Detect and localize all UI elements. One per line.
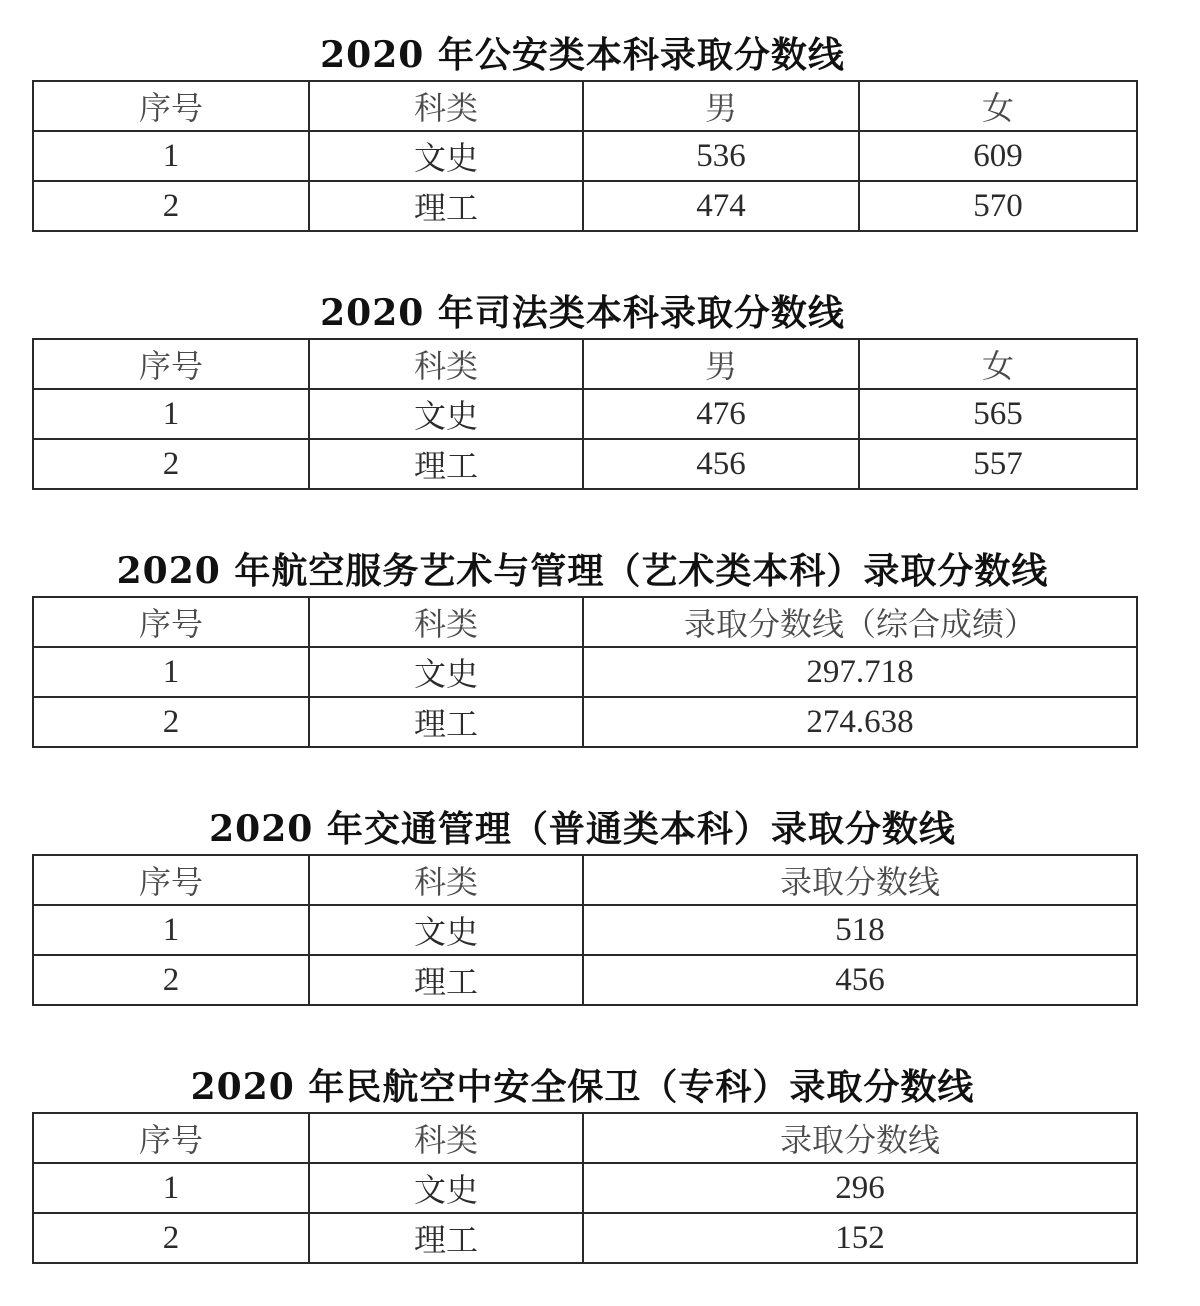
table-header-row — [33, 81, 1137, 131]
table-row — [33, 1163, 1137, 1213]
table-cell: 536 — [583, 131, 859, 181]
table-cell: 2 — [33, 439, 309, 489]
table-title: 2020 年民航空中安全保卫（专科）录取分数线 — [190, 1066, 975, 1108]
table-header-row — [33, 855, 1137, 905]
table-title: 2020 年司法类本科录取分数线 — [320, 292, 845, 334]
table-row — [33, 131, 1137, 181]
header-cell: 序号 — [33, 339, 309, 389]
header-cell: 女 — [859, 339, 1137, 389]
header-cell: 男 — [583, 81, 859, 131]
table-title: 2020 年交通管理（普通类本科）录取分数线 — [209, 808, 956, 850]
header-cell: 科类 — [309, 339, 583, 389]
table-cell: 文史 — [309, 647, 583, 697]
header-cell: 录取分数线 — [583, 855, 1137, 905]
table-cell: 456 — [583, 955, 1137, 1005]
table-header-row — [33, 1113, 1137, 1163]
table-cell: 文史 — [309, 905, 583, 955]
table-cell: 474 — [583, 181, 859, 231]
table-row — [33, 1213, 1137, 1263]
table-cell: 565 — [859, 389, 1137, 439]
score-table — [32, 338, 1138, 490]
table-row — [33, 181, 1137, 231]
table-title: 2020 年航空服务艺术与管理（艺术类本科）录取分数线 — [116, 550, 1049, 592]
table-cell: 296 — [583, 1163, 1137, 1213]
header-cell: 科类 — [309, 855, 583, 905]
table-cell: 2 — [33, 181, 309, 231]
table-cell: 274.638 — [583, 697, 1137, 747]
table-row — [33, 389, 1137, 439]
header-cell: 序号 — [33, 855, 309, 905]
table-row — [33, 955, 1137, 1005]
header-cell: 录取分数线 — [583, 1113, 1137, 1163]
table-cell: 理工 — [309, 955, 583, 1005]
header-cell: 序号 — [33, 597, 309, 647]
header-cell: 序号 — [33, 1113, 309, 1163]
table-header-row — [33, 597, 1137, 647]
score-table — [32, 596, 1138, 748]
table-cell: 570 — [859, 181, 1137, 231]
table-cell: 理工 — [309, 697, 583, 747]
table-cell: 476 — [583, 389, 859, 439]
table-cell: 297.718 — [583, 647, 1137, 697]
table-cell: 1 — [33, 647, 309, 697]
table-cell: 456 — [583, 439, 859, 489]
table-row — [33, 647, 1137, 697]
table-cell: 理工 — [309, 1213, 583, 1263]
table-cell: 文史 — [309, 131, 583, 181]
score-table — [32, 80, 1138, 232]
header-cell: 序号 — [33, 81, 309, 131]
table-cell: 1 — [33, 389, 309, 439]
table-cell: 518 — [583, 905, 1137, 955]
header-cell: 女 — [859, 81, 1137, 131]
table-row — [33, 905, 1137, 955]
header-cell: 科类 — [309, 81, 583, 131]
score-table — [32, 1112, 1138, 1264]
table-header-row — [33, 339, 1137, 389]
table-cell: 文史 — [309, 389, 583, 439]
score-table — [32, 854, 1138, 1006]
table-cell: 557 — [859, 439, 1137, 489]
header-cell: 科类 — [309, 1113, 583, 1163]
table-row — [33, 697, 1137, 747]
table-title: 2020 年公安类本科录取分数线 — [320, 34, 845, 76]
table-cell: 文史 — [309, 1163, 583, 1213]
table-cell: 1 — [33, 1163, 309, 1213]
table-cell: 152 — [583, 1213, 1137, 1263]
table-row — [33, 439, 1137, 489]
table-cell: 1 — [33, 131, 309, 181]
table-cell: 理工 — [309, 181, 583, 231]
table-cell: 609 — [859, 131, 1137, 181]
table-cell: 2 — [33, 1213, 309, 1263]
table-cell: 2 — [33, 697, 309, 747]
header-cell: 录取分数线（综合成绩） — [583, 597, 1137, 647]
table-cell: 1 — [33, 905, 309, 955]
header-cell: 男 — [583, 339, 859, 389]
table-cell: 理工 — [309, 439, 583, 489]
table-cell: 2 — [33, 955, 309, 1005]
header-cell: 科类 — [309, 597, 583, 647]
